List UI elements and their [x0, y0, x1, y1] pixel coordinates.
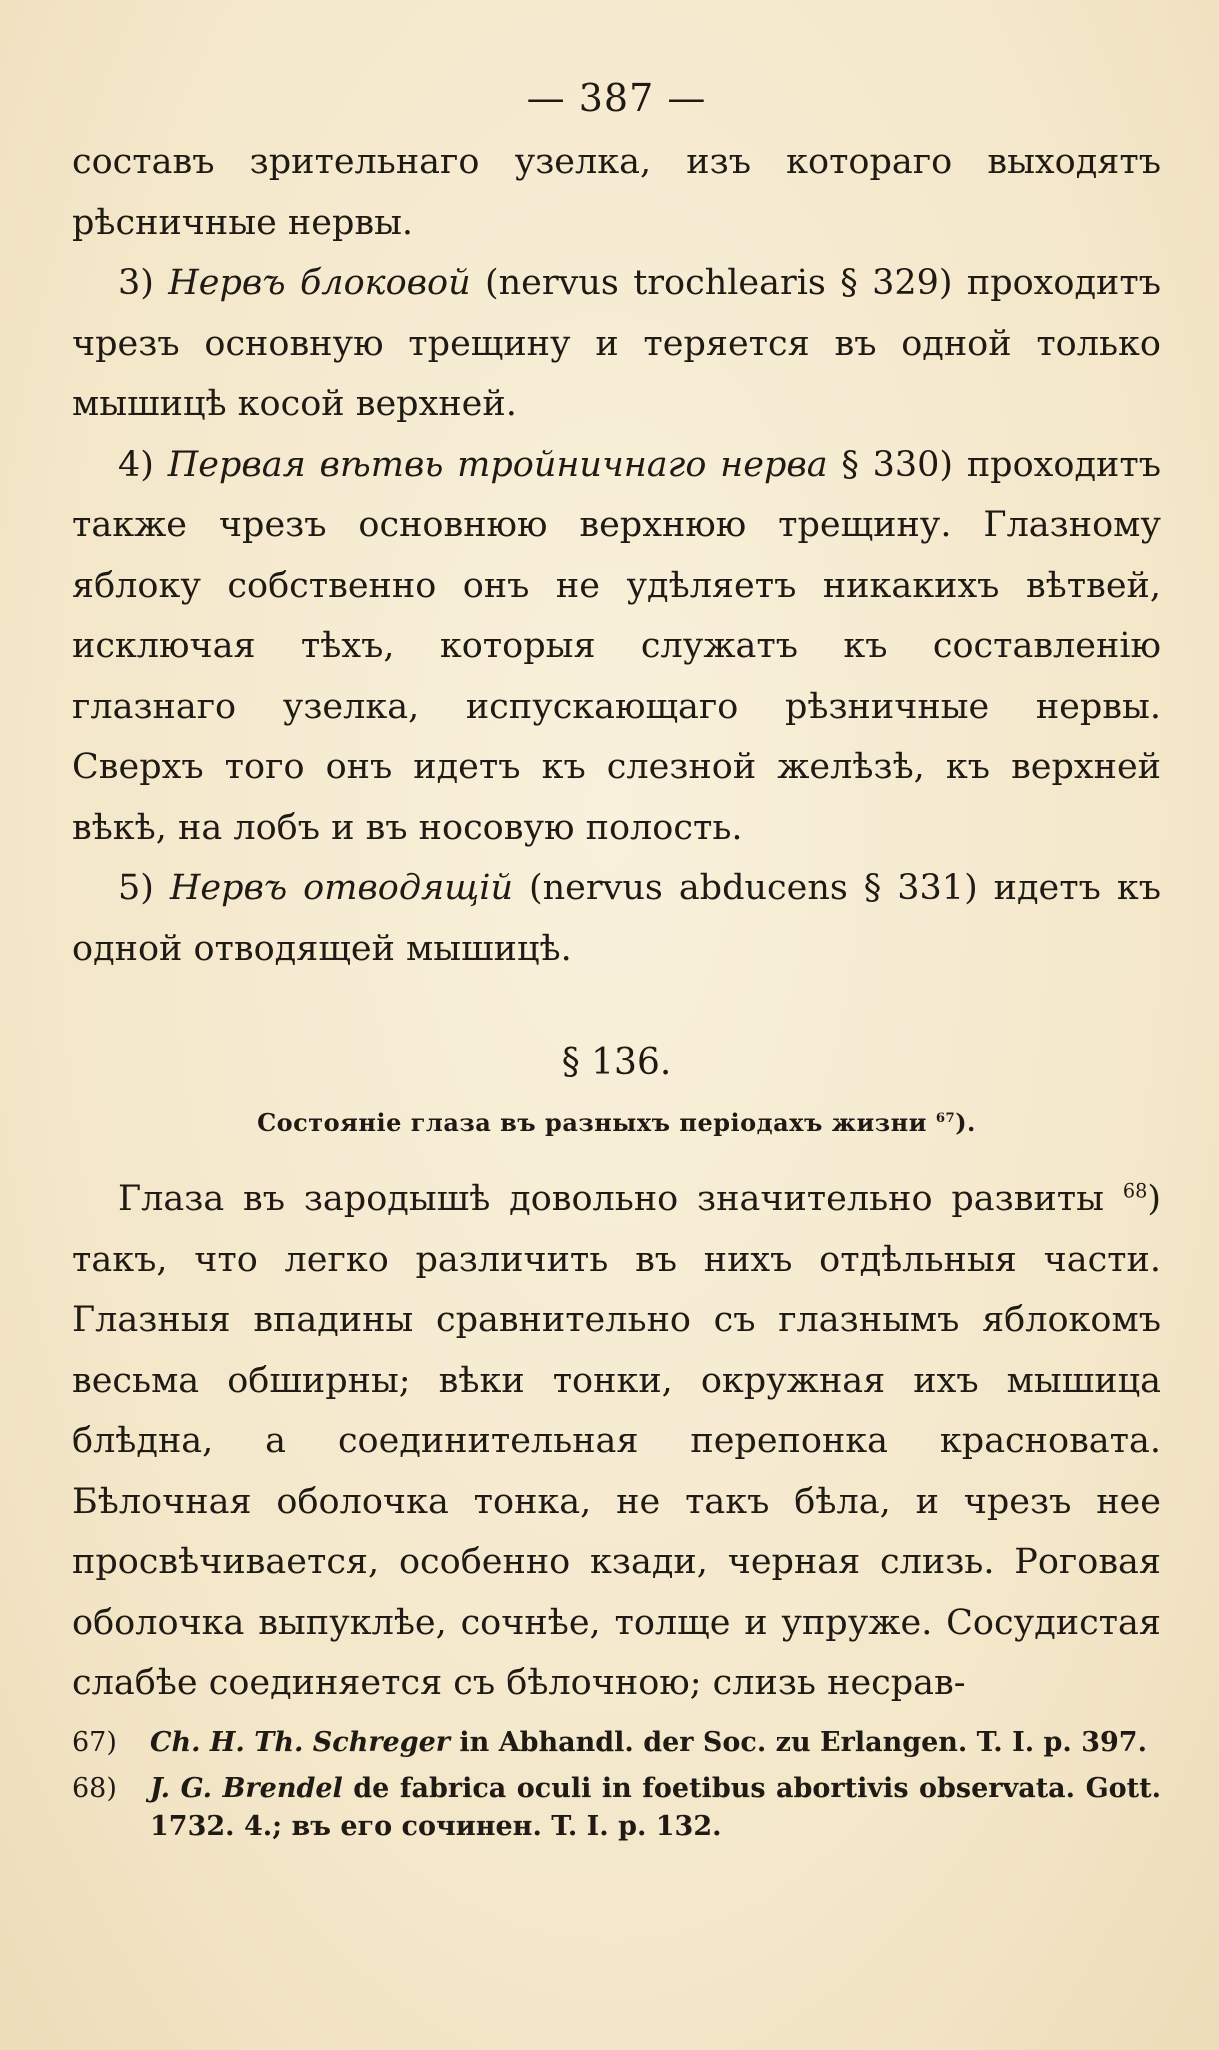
footnote-number: 67) [72, 1726, 117, 1758]
paragraph-text: составъ зрительнаго узелка, изъ котораго выходятъ рѣсничные нервы. [72, 142, 1161, 243]
paragraph-text: ) такъ, что легко различить въ нихъ отдѣльныя части. Глазныя впадины сравнительно съ глазнымъ яблокомъ весьма обширны; вѣки тонки, окружная ихъ мышица блѣдна, а соединительная перепонка красновата. Бѣлочная оболочка тонка, не такъ бѣла, и чрезъ нее просвѣчивается, особенно кзади, черная слизь. Роговая оболочка выпуклѣе, сочнѣе, толще и упруже. Сосудистая слабѣе соединяется съ бѣлочною; слизь несрав- [72, 1179, 1161, 1703]
item-number: 3) [118, 263, 169, 303]
paragraph-embryo-eye [72, 1169, 1161, 1714]
page-number: — 387 — [526, 76, 707, 120]
footnote-text [150, 1724, 1161, 1762]
paragraph-continuation [72, 132, 1161, 253]
italic-term: Нервъ блоковой [168, 263, 471, 303]
footnote-text [150, 1770, 1161, 1846]
section-title [72, 1103, 1161, 1143]
footnote-author: J. G. Brendel [150, 1772, 343, 1804]
paragraph-text: Глаза въ зародышѣ довольно значительно развиты [118, 1179, 1105, 1219]
paragraph-trochlear-nerve [72, 253, 1161, 435]
italic-term: Первая вѣтвь тройничнаго нерва [167, 444, 828, 485]
footnote-number: 68) [72, 1772, 117, 1804]
item-number: 5) [118, 868, 170, 908]
footnote-ref: 67 [935, 1111, 956, 1126]
italic-term: Нервъ отводящій [169, 868, 513, 908]
section-title-text: Состояніе глаза въ разныхъ періодахъ жизни [257, 1108, 927, 1137]
item-number: 4) [118, 444, 168, 485]
section-number: § 136. [561, 1042, 672, 1083]
footnote-citation: de fabrica oculi in foetibus abortivis observata. Gott. 1732. 4.; въ его сочинен. T. I. p. 132. [150, 1772, 1161, 1842]
paragraph-abducens-nerve [72, 858, 1161, 979]
paragraph-trigeminal-branch [72, 435, 1161, 859]
footnote-author: Ch. H. Th. Schreger [150, 1726, 451, 1758]
paragraph-text: (nervus abducens § 331) идетъ къ одной отводящей мышицѣ. [72, 868, 1161, 969]
section-title-end: ). [955, 1108, 976, 1137]
paragraph-text: § 330) проходитъ также чрезъ основнюю верхнюю трещину. Глазному яблоку собственно онъ не удѣляетъ никакихъ вѣтвей, исключая тѣхъ, которыя служатъ къ составленію глазнаго узелка, испускающаго рѣзничные нервы. Сверхъ того онъ идетъ къ слезной желѣзѣ, къ верхней вѣкѣ, на лобъ и въ носовую полость. [72, 444, 1161, 848]
footnotes [72, 1724, 1161, 1846]
paragraph-text: (nervus trochlearis § 329) проходитъ чрезъ основную трещину и теряется въ одной только мышицѣ косой верхней. [72, 263, 1161, 424]
footnote-citation: in Abhandl. der Soc. zu Erlangen. T. I. p. 397. [450, 1726, 1147, 1758]
footnote-67 [72, 1724, 1161, 1762]
footnote-68 [72, 1770, 1161, 1846]
body-text [72, 132, 1161, 1714]
footnote-ref: 68 [1122, 1179, 1148, 1203]
